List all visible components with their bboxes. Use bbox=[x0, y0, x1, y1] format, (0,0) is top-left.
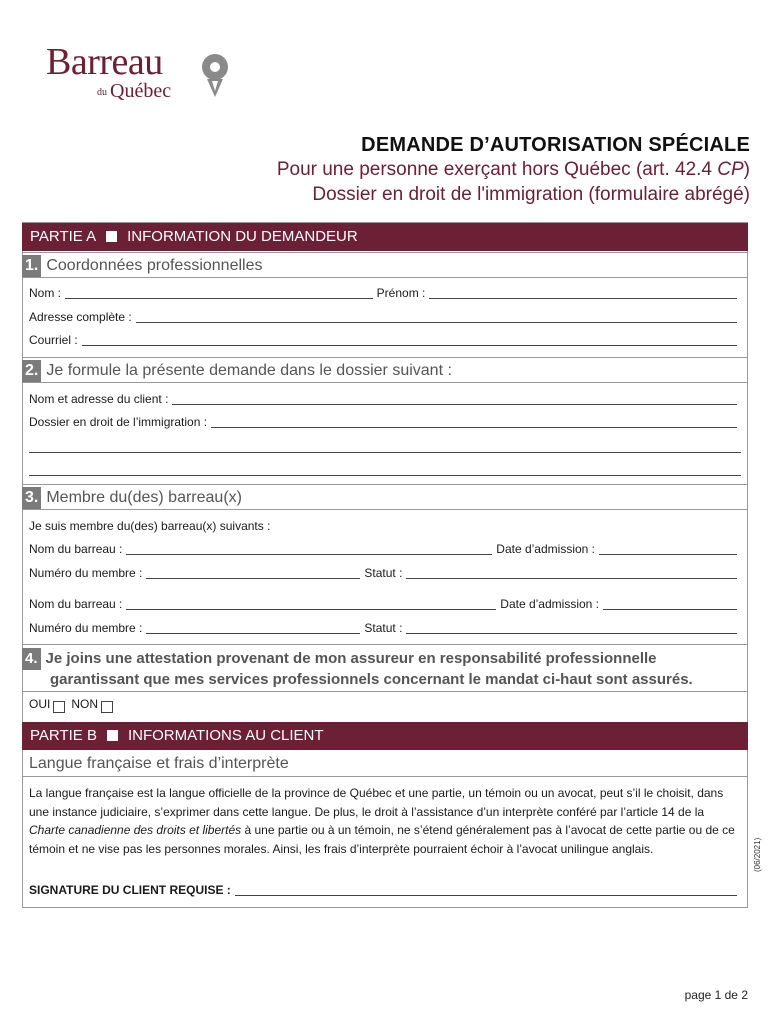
barreau-1-field[interactable] bbox=[126, 542, 492, 555]
dossier-field[interactable] bbox=[211, 415, 737, 428]
row-membre-1: Numéro du membre : Statut : bbox=[29, 564, 741, 582]
section-2-header: 2. Je formule la présente demande dans le dossier suivant : bbox=[22, 357, 748, 383]
section-b-paragraph: La langue française est la langue officielle de la province de Québec et une partie, un témoin ou un avocat, peut s’il le choisit, dans une instance judiciaire, s’exprimer dans cette langue. De plus, le droit à l’assistance d’un interprète conféré par l’article 14 de la Charte canadienne des droits et libertés à une partie ou à un témoin, ne s’étend généralement pas à l’avocat de cette partie ou de ce témoin et ne vise pas les personnes morales. Ainsi, les frais d’interprète pourraient échoir à l’avocat unilingue anglais. bbox=[29, 786, 735, 856]
statut-1-field[interactable] bbox=[406, 566, 737, 579]
row-oui-non: OUI NON bbox=[29, 695, 741, 713]
dossier-line-3[interactable] bbox=[29, 475, 741, 476]
numero-membre-2-field[interactable] bbox=[146, 621, 360, 634]
partie-b-header: PARTIE B INFORMATIONS AU CLIENT bbox=[22, 722, 748, 750]
row-membre-2: Numéro du membre : Statut : bbox=[29, 619, 741, 637]
section-3-intro: Je suis membre du(des) barreau(x) suivants : bbox=[29, 519, 271, 533]
row-courriel: Courriel : bbox=[29, 331, 741, 349]
section-3-header: 3. Membre du(des) barreau(x) bbox=[22, 484, 748, 510]
client-field[interactable] bbox=[172, 392, 737, 405]
section-4-header: 4. Je joins une attestation provenant de mon assureur en responsabilité professionnelle garantissant que mes services professionnels concernant le mandat ci-haut sont assurés. bbox=[22, 644, 748, 692]
dossier-line-2[interactable] bbox=[29, 452, 741, 453]
row-barreau-1: Nom du barreau : Date d’admission : bbox=[29, 540, 741, 558]
adresse-field[interactable] bbox=[136, 310, 737, 323]
barreau-2-field[interactable] bbox=[126, 597, 496, 610]
form-title: DEMANDE D’AUTORISATION SPÉCIALE bbox=[361, 134, 750, 156]
courriel-field[interactable] bbox=[82, 333, 737, 346]
logo-du: du bbox=[97, 87, 107, 98]
square-bullet-icon bbox=[107, 730, 118, 741]
signature-field[interactable] bbox=[235, 883, 737, 896]
non-checkbox[interactable] bbox=[101, 701, 113, 713]
section-b-header: Langue française et frais d’interprète bbox=[22, 751, 748, 777]
nom-field[interactable] bbox=[65, 286, 373, 299]
form-subtitle-2: Dossier en droit de l'immigration (formulaire abrégé) bbox=[312, 184, 750, 205]
date-admission-1-field[interactable] bbox=[599, 542, 737, 555]
square-bullet-icon bbox=[106, 231, 117, 242]
row-signature: SIGNATURE DU CLIENT REQUISE : bbox=[29, 881, 741, 899]
row-client: Nom et adresse du client : bbox=[29, 390, 741, 408]
logo-wordmark: Barreau bbox=[46, 41, 163, 83]
keyhole-logo-icon bbox=[197, 53, 233, 99]
page-number: page 1 de 2 bbox=[684, 988, 748, 1002]
prenom-field[interactable] bbox=[429, 286, 737, 299]
logo-region: Québec bbox=[110, 80, 172, 102]
numero-membre-1-field[interactable] bbox=[146, 566, 360, 579]
row-nom-prenom: Nom : Prénom : bbox=[29, 284, 741, 302]
version-code: (06/2021) bbox=[753, 837, 762, 872]
partie-a-header: PARTIE A INFORMATION DU DEMANDEUR bbox=[22, 223, 748, 251]
section-1-header: 1. Coordonnées professionnelles bbox=[22, 252, 748, 278]
row-dossier: Dossier en droit de l’immigration : bbox=[29, 413, 741, 431]
oui-checkbox[interactable] bbox=[53, 701, 65, 713]
date-admission-2-field[interactable] bbox=[603, 597, 737, 610]
row-barreau-2: Nom du barreau : Date d’admission : bbox=[29, 595, 741, 613]
row-adresse: Adresse complète : bbox=[29, 308, 741, 326]
statut-2-field[interactable] bbox=[406, 621, 737, 634]
form-subtitle-1: Pour une personne exerçant hors Québec (art. 42.4 CP) bbox=[276, 159, 750, 180]
